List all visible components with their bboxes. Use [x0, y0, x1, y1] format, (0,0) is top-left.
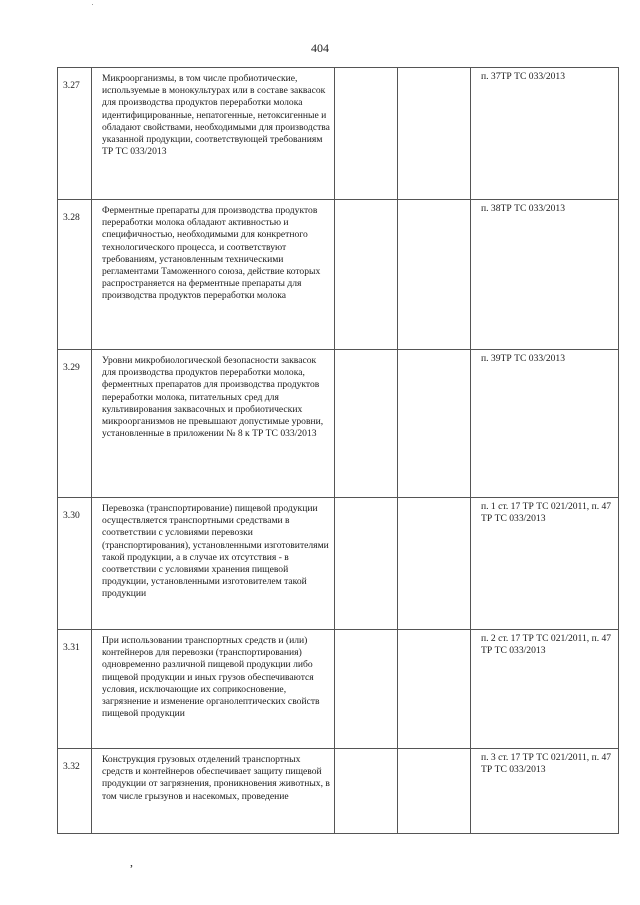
reference-text: п. 38ТР ТС 033/2013: [481, 203, 566, 214]
reference-cell: [471, 200, 619, 350]
requirement-cell: [92, 350, 335, 498]
requirements-table: [57, 67, 619, 834]
table-row: [58, 498, 619, 630]
empty-cell: [335, 200, 398, 350]
reference-cell: [471, 749, 619, 834]
row-number-cell: [58, 350, 92, 498]
reference-text: п. 37ТР ТС 033/2013: [481, 71, 566, 82]
row-number-cell: [58, 498, 92, 630]
row-number: 3.29: [63, 362, 80, 373]
requirement-text: При использовании транспортных средств и (или) контейнеров для перевозки (транспортирования) одновременно различной пищевой продукции либо пищевой продукции и иных грузов обеспечиваются условия, исключающие их соприкосновение, загрязнение и изменение органолептических свойств пищевой продукции: [102, 635, 320, 720]
table-row: [58, 68, 619, 200]
requirement-cell: [92, 200, 335, 350]
empty-cell: [398, 350, 471, 498]
empty-cell: [335, 68, 398, 200]
row-number-cell: [58, 68, 92, 200]
reference-text: п. 3 ст. 17 ТР ТС 021/2011, п. 47 ТР ТС 033/2013: [481, 752, 612, 776]
row-number-cell: [58, 749, 92, 834]
empty-cell: [398, 749, 471, 834]
row-number-cell: [58, 630, 92, 749]
reference-cell: [471, 498, 619, 630]
reference-text: п. 39ТР ТС 033/2013: [481, 353, 566, 364]
table-row: [58, 200, 619, 350]
row-number: 3.31: [63, 642, 80, 653]
requirement-cell: [92, 749, 335, 834]
table-row: [58, 630, 619, 749]
empty-cell: [398, 200, 471, 350]
row-number-cell: [58, 200, 92, 350]
row-number: 3.32: [63, 761, 80, 772]
reference-cell: [471, 350, 619, 498]
empty-cell: [335, 350, 398, 498]
requirement-cell: [92, 630, 335, 749]
footer-mark: ,: [130, 855, 133, 869]
empty-cell: [398, 498, 471, 630]
empty-cell: [398, 68, 471, 200]
requirement-cell: [92, 498, 335, 630]
requirement-cell: [92, 68, 335, 200]
requirement-text: Перевозка (транспортирование) пищевой продукции осуществляется транспортными средствами в соответствии с условиями перевозки (транспортирования), установленными изготовителями такой продукции, а в случае их отсутствия - в соответствии с условиями хранения пищевой продукции, установленными изготовителем такой продукции: [102, 503, 329, 600]
row-number: 3.27: [63, 80, 80, 91]
reference-text: п. 2 ст. 17 ТР ТС 021/2011, п. 47 ТР ТС 033/2013: [481, 633, 612, 657]
empty-cell: [398, 630, 471, 749]
reference-cell: [471, 68, 619, 200]
row-number: 3.28: [63, 212, 80, 223]
requirement-text: Микроорганизмы, в том числе пробиотические, используемые в монокультурах или в составе заквасок для производства продуктов переработки молока идентифицированные, непатогенные, нетоксигенные и обладают свойствами, необходимыми для производства указанной продукции, соответствующей требованиям ТР ТС 033/2013: [102, 73, 330, 158]
page-number: 404: [311, 41, 329, 55]
empty-cell: [335, 630, 398, 749]
empty-cell: [335, 498, 398, 630]
scan-speck: [92, 4, 93, 5]
requirement-text: Ферментные препараты для производства продуктов переработки молока обладают активностью и специфичностью, необходимыми для конкретного технологического процесса, и соответствуют требованиям, установленным техническими регламентами Таможенного союза, действие которых распространяется на ферментные препараты для производства продуктов переработки молока: [102, 205, 321, 302]
reference-text: п. 1 ст. 17 ТР ТС 021/2011, п. 47 ТР ТС 033/2013: [481, 501, 612, 525]
requirement-text: Уровни микробиологической безопасности заквасок для производства продуктов переработки молока, ферментных препаратов для производства продуктов переработки молока, питательных сред для культивирования заквасочных и пробиотических микроорганизмов не превышают допустимые уровни, установленные в приложении № 8 к ТР ТС 033/2013: [102, 355, 324, 440]
requirement-text: Конструкция грузовых отделений транспортных средств и контейнеров обеспечивает защиту пищевой продукции от загрязнения, проникновения животных, в том числе грызунов и насекомых, проведение: [102, 754, 330, 802]
table-row: [58, 749, 619, 834]
table-row: [58, 350, 619, 498]
row-number: 3.30: [63, 510, 80, 521]
reference-cell: [471, 630, 619, 749]
empty-cell: [335, 749, 398, 834]
